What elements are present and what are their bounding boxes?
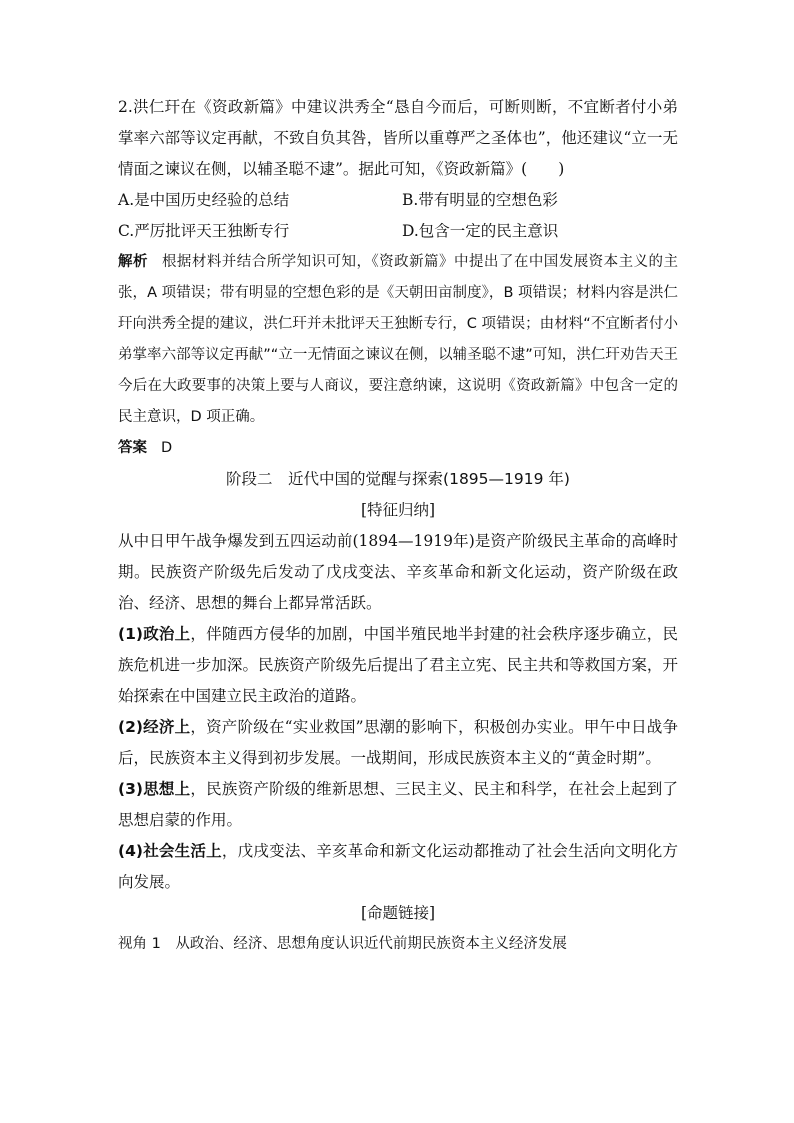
point-thought	[118, 774, 678, 836]
angle-line: 视角 1 从政治、经济、思想角度认识近代前期民族资本主义经济发展	[118, 936, 567, 952]
point-text: ，资产阶级在“实业救国”思潮的影响下，积极创办实业。甲午中日战争后，民族资本主义得到初步发展。一战期间，形成民族资本主义的“黄金时期”。	[118, 718, 679, 767]
question-options	[118, 185, 678, 247]
point-lead: (3)思想上	[118, 780, 191, 798]
option-c: C.严厉批评天王独断专行	[118, 222, 290, 240]
stage-title: 阶段二 近代中国的觉醒与探索(1895—1919 年)	[226, 470, 570, 488]
stage-subtitle: [特征归纳]	[360, 501, 436, 519]
document-page	[118, 92, 678, 960]
question-stem: 2.洪仁玕在《资政新篇》中建议洪秀全“恳自今而后，可断则断，不宜断者付小弟掌率六部等议定再献，不致自负其咎，皆所以重尊严之圣体也”，他还建议“立一无情面之谏议在侧，以辅圣聪不逮”。据此可知，《资政新篇》( )	[118, 98, 678, 178]
point-lead: (1)政治上	[118, 625, 191, 643]
analysis-paragraph	[118, 247, 678, 433]
answer-line	[118, 433, 678, 464]
point-text: ，伴随西方侵华的加剧，中国半殖民地半封建的社会秩序逐步确立，民族危机进一步加深。民族资产阶级先后提出了君主立宪、民主共和等救国方案，开始探索在中国建立民主政治的道路。	[118, 625, 678, 705]
option-a: A.是中国历史经验的总结	[118, 191, 290, 209]
option-b: B.带有明显的空想色彩	[402, 191, 558, 209]
point-social-life	[118, 836, 678, 898]
point-text: ，民族资产阶级的维新思想、三民主义、民主和科学，在社会上起到了思想启蒙的作用。	[118, 780, 678, 829]
option-d: D.包含一定的民主意识	[402, 222, 559, 240]
answer-label: 答案	[118, 440, 147, 456]
point-economy	[118, 712, 678, 774]
stage-intro: 从中日甲午战争爆发到五四运动前(1894—1919年)是资产阶级民主革命的高峰时期。民族资产阶级先后发动了戊戌变法、辛亥革命和新文化运动，资产阶级在政治、经济、思想的舞台上都异常活跃。	[118, 532, 678, 612]
point-lead: (4)社会生活上	[118, 842, 222, 860]
answer-value: D	[161, 440, 173, 456]
point-text: ，戊戌变法、辛亥革命和新文化运动都推动了社会生活向文明化方向发展。	[118, 842, 678, 891]
analysis-label: 解析	[118, 254, 148, 270]
point-lead: (2)经济上	[118, 718, 191, 736]
point-politics	[118, 619, 678, 712]
link-title: [命题链接]	[360, 904, 436, 922]
analysis-text: 根据材料并结合所学知识可知，《资政新篇》中提出了在中国发展资本主义的主张，A 项错误；带有明显的空想色彩的是《天朝田亩制度》，B 项错误；材料内容是洪仁玕向洪秀全提的建议，洪仁玕并未批评天王独断专行，C 项错误；由材料“不宜断者付小弟掌率六部等议定再献”“立一无情面之谏议在侧，以辅圣聪不逮”可知，洪仁玕劝告天王今后在大政要事的决策上要与人商议，要注意纳谏，这说明《资政新篇》中包含一定的民主意识，D 项正确。	[118, 254, 679, 425]
